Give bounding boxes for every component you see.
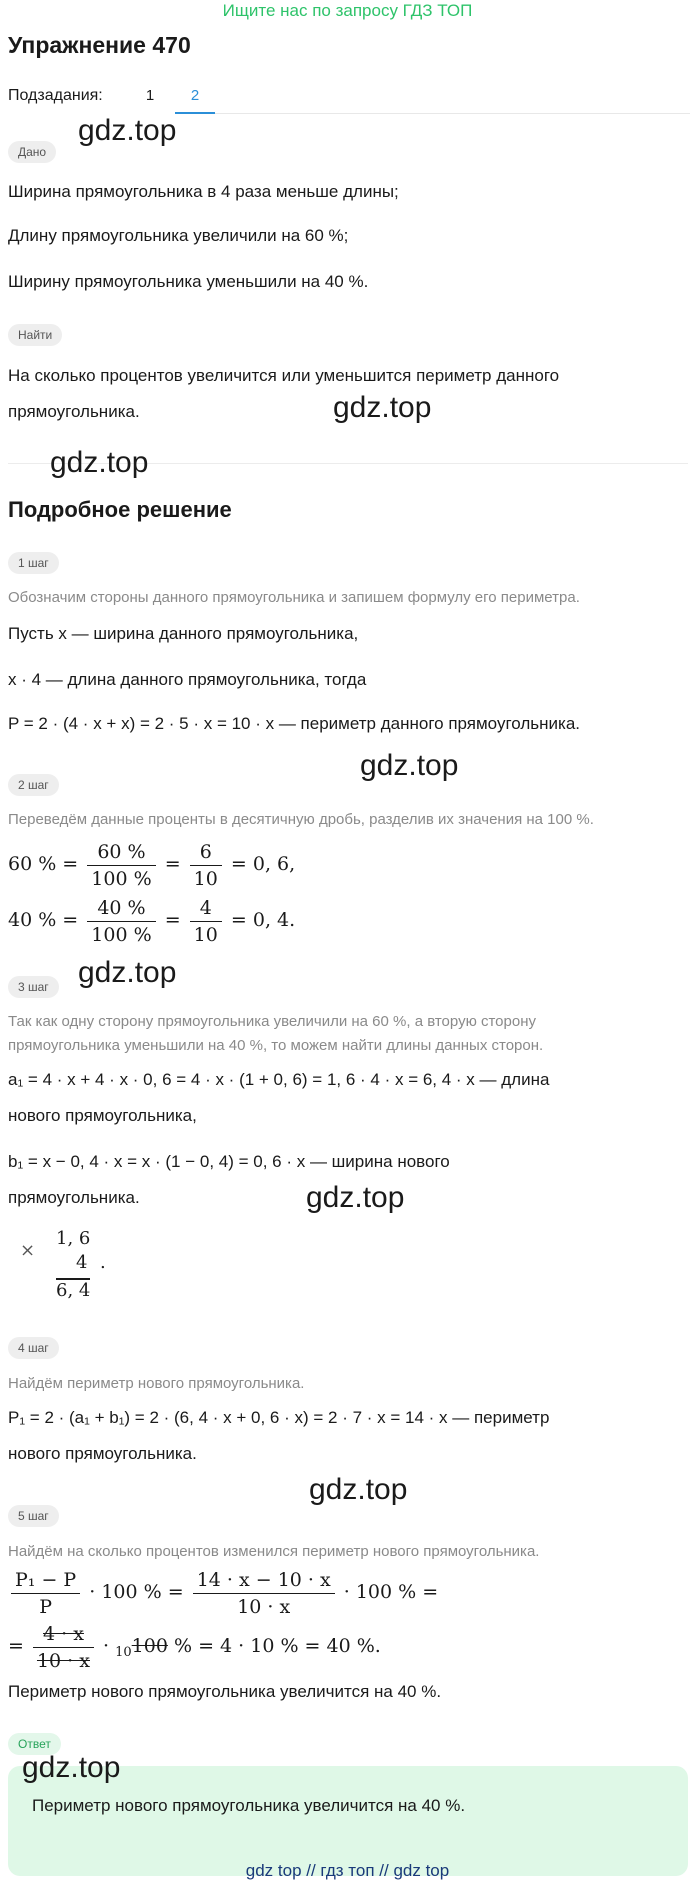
fraction-numerator: 6 xyxy=(190,839,222,866)
step-4-badge-label: 4 шаг xyxy=(8,1337,59,1359)
row-2-right: = 0, 4. xyxy=(230,909,296,931)
fraction-numerator: 40 % xyxy=(87,895,155,922)
fraction xyxy=(190,895,222,948)
step-1-line-2: x · 4 — длина данного прямоугольника, тогда xyxy=(8,670,367,689)
step-3-a1-line-2: нового прямоугольника, xyxy=(8,1106,197,1125)
step-2-badge xyxy=(8,774,59,796)
find-line-2: прямоугольника. xyxy=(8,402,140,421)
page-title: Упражнение 470 xyxy=(8,32,191,58)
tab-subtask-1[interactable]: 1 xyxy=(145,87,155,104)
fraction-denominator: 10 · x xyxy=(237,1595,291,1618)
step-3-b1-line-1: b₁ = x − 0, 4 · x = x · (1 − 0, 4) = 0, 6 · x — ширина нового xyxy=(8,1152,450,1171)
fraction xyxy=(11,1567,80,1620)
solution-title: Подробное решение xyxy=(8,497,232,522)
step-5-badge xyxy=(8,1505,59,1527)
fraction-denominator: P xyxy=(39,1595,52,1618)
step-2-badge-label: 2 шаг xyxy=(8,774,59,796)
watermark: gdz.top xyxy=(22,1751,121,1784)
given-line-3: Ширину прямоугольника уменьшили на 40 %. xyxy=(8,272,369,291)
step-4-hint: Найдём периметр нового прямоугольника. xyxy=(8,1375,305,1392)
row-1-right: = 0, 6, xyxy=(230,853,296,875)
fraction-denominator: 100 % xyxy=(91,923,152,946)
fraction xyxy=(87,839,155,892)
watermark: gdz.top xyxy=(306,1181,405,1214)
step-4-line-1: P₁ = 2 · (a₁ + b₁) = 2 · (6, 4 · x + 0, 6 · x) = 2 · 7 · x = 14 · x — периметр xyxy=(8,1408,550,1427)
fraction-numerator: 4 · x xyxy=(33,1621,94,1648)
watermark: gdz.top xyxy=(309,1473,408,1506)
step-2-hint: Переведём данные проценты в десятичную дробь, разделив их значения на 100 %. xyxy=(8,811,594,828)
step-5-formula-2 xyxy=(8,1616,381,1683)
find-badge-label: Найти xyxy=(8,324,62,346)
given-line-2: Длину прямоугольника увеличили на 60 %; xyxy=(8,226,349,245)
active-tab-indicator xyxy=(175,112,215,114)
fraction-denominator: 10 xyxy=(193,923,218,946)
find-badge xyxy=(8,324,62,346)
step-1-line-3: P = 2 · (4 · x + x) = 2 · 5 · x = 10 · x — периметр данного прямоугольника. xyxy=(8,714,581,733)
step-4-badge xyxy=(8,1337,59,1359)
watermark: gdz.top xyxy=(78,114,177,147)
fraction-denominator: 10 xyxy=(193,867,218,890)
mult-top: 1, 6 xyxy=(56,1228,91,1249)
formula-2-struck: 100 xyxy=(131,1635,168,1657)
step-5-formula-1 xyxy=(8,1562,438,1622)
fraction xyxy=(87,895,155,948)
column-multiplication xyxy=(20,1228,140,1308)
find-line-1: На сколько процентов увеличится или уменьшится периметр данного xyxy=(8,366,560,385)
mult-result: 6, 4 xyxy=(56,1280,91,1301)
row-2-eq: = xyxy=(164,909,181,931)
fraction-numerator: 60 % xyxy=(87,839,155,866)
fraction-numerator: 4 xyxy=(190,895,222,922)
step-1-badge xyxy=(8,552,59,574)
fraction xyxy=(33,1621,94,1674)
fraction-numerator: P₁ − P xyxy=(11,1567,80,1594)
watermark: gdz.top xyxy=(78,956,177,989)
formula-1-mid: · 100 % = xyxy=(89,1581,184,1603)
step-3-hint-2: прямоугольника уменьшили на 40 %, то можем найти длины данных сторон. xyxy=(8,1037,544,1054)
tab-subtask-2[interactable]: 2 xyxy=(190,87,200,104)
fraction xyxy=(190,839,222,892)
fraction-numerator: 14 · x − 10 · x xyxy=(193,1567,335,1594)
watermark: gdz.top xyxy=(360,749,459,782)
step-3-badge xyxy=(8,976,59,998)
fraction-denominator: 10 · x xyxy=(36,1649,90,1672)
tabs-divider xyxy=(215,113,690,114)
row-1-left: 60 % = xyxy=(8,853,79,875)
given-line-1: Ширина прямоугольника в 4 раза меньше длины; xyxy=(8,182,399,201)
formula-2-dot: · xyxy=(103,1635,110,1657)
formula-2-rest: % = 4 · 10 % = 40 %. xyxy=(173,1635,381,1657)
fraction-denominator: 100 % xyxy=(91,867,152,890)
fraction xyxy=(193,1567,335,1620)
given-badge xyxy=(8,141,56,163)
subtasks-label: Подзадания: xyxy=(8,87,103,104)
footer-links[interactable]: gdz top // гдз топ // gdz top xyxy=(245,1861,450,1880)
step-5-conclusion: Периметр нового прямоугольника увеличится на 40 %. xyxy=(8,1682,442,1701)
watermark: gdz.top xyxy=(50,446,149,479)
step-2-row-2 xyxy=(8,890,295,950)
top-search-hint[interactable]: Ищите нас по запросу ГДЗ ТОП xyxy=(222,1,473,20)
answer-text: Периметр нового прямоугольника увеличится на 40 %. xyxy=(32,1796,466,1815)
step-5-hint: Найдём на сколько процентов изменился периметр нового прямоугольника. xyxy=(8,1543,540,1560)
step-3-hint-1: Так как одну сторону прямоугольника увеличили на 60 %, а вторую сторону xyxy=(8,1013,536,1030)
step-1-line-1: Пусть x — ширина данного прямоугольника, xyxy=(8,624,359,643)
formula-2-lead: = xyxy=(8,1635,24,1657)
watermark: gdz.top xyxy=(333,391,432,424)
step-1-hint: Обозначим стороны данного прямоугольника и запишем формулу его периметра. xyxy=(8,589,580,606)
row-2-left: 40 % = xyxy=(8,909,79,931)
step-3-a1-line-1: a₁ = 4 · x + 4 · x · 0, 6 = 4 · x · (1 + 0, 6) = 1, 6 · 4 · x = 6, 4 · x — длина xyxy=(8,1070,550,1089)
step-5-badge-label: 5 шаг xyxy=(8,1505,59,1527)
mult-mid: 4 xyxy=(76,1252,88,1273)
formula-2-small: 10 xyxy=(115,1645,132,1660)
row-1-eq: = xyxy=(164,853,181,875)
answer-badge-label: Ответ xyxy=(8,1733,61,1755)
formula-1-end: · 100 % = xyxy=(343,1581,439,1603)
mult-dot: . xyxy=(100,1252,106,1273)
step-2-row-1 xyxy=(8,834,295,894)
step-4-line-2: нового прямоугольника. xyxy=(8,1444,197,1463)
step-1-badge-label: 1 шаг xyxy=(8,552,59,574)
multiply-sign: × xyxy=(20,1240,36,1261)
step-3-b1-line-2: прямоугольника. xyxy=(8,1188,140,1207)
step-3-badge-label: 3 шаг xyxy=(8,976,59,998)
given-badge-label: Дано xyxy=(8,141,56,163)
